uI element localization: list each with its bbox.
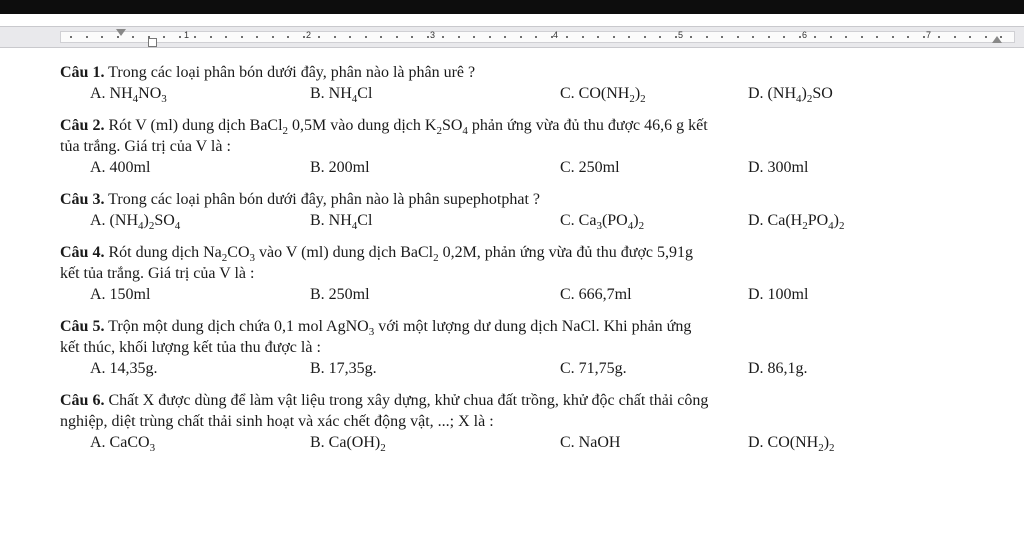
ruler-tick (380, 36, 382, 38)
first-line-indent-marker[interactable] (116, 29, 126, 36)
ruler-tick (163, 36, 165, 38)
ruler-tick (272, 36, 274, 38)
ruler-tick (969, 36, 971, 38)
ruler-tick (427, 36, 429, 38)
ruler-tick (473, 36, 475, 38)
ruler-tick (318, 36, 320, 38)
option-a: A. 400ml (90, 159, 151, 176)
question-6 (60, 390, 1010, 454)
question-text: Trong các loại phân bón dưới đây, phân nào là phân supephotphat ? (108, 191, 541, 208)
ruler-tick (287, 36, 289, 38)
ruler-tick (1000, 36, 1002, 38)
option-a: A. 150ml (90, 286, 151, 303)
answer-options (60, 432, 1010, 454)
window-top-bar (0, 0, 1024, 14)
option-a: A. 14,35g. (90, 360, 158, 377)
ruler-tick (210, 36, 212, 38)
ruler-tick (303, 36, 305, 38)
question-text: Chất X được dùng để làm vật liệu trong xây dựng, khử chua đất trồng, khử độc chất thải công nghiệp, diệt trùng chất thải sinh hoạt và xác chết động vật, ...; X là : (60, 392, 709, 430)
question-text: Rót dung dịch $Na_2CO_3$ vào V (ml) dung dịch BaCl$_2$ 0,2M, phản ứng vừa đủ thu được 5,91g kết tủa trắng. Giá trị của V là : (60, 244, 694, 282)
question-number: Câu 4. (60, 244, 105, 261)
option-d: D. $CO(NH_2)_2$ (748, 434, 835, 455)
ruler-number: 3 (430, 30, 436, 40)
ruler-tick (675, 36, 677, 38)
option-c: C. $CO(NH_2)_2$ (560, 85, 646, 106)
answer-options (60, 83, 1010, 105)
ruler-tick (489, 36, 491, 38)
answer-options (60, 358, 1010, 380)
ruler-number: 2 (306, 30, 312, 40)
question-text: Trong các loại phân bón dưới đây, phân nào là phân urê ? (108, 64, 476, 81)
question-5 (60, 316, 1010, 380)
ruler-tick (225, 36, 227, 38)
option-c: C. 71,75g. (560, 360, 627, 377)
question-number: Câu 2. (60, 117, 105, 134)
answer-options (60, 157, 1010, 179)
question-2 (60, 115, 1010, 179)
ruler-tick (985, 36, 987, 38)
ruler-tick (86, 36, 88, 38)
ruler-tick (768, 36, 770, 38)
ruler-tick (938, 36, 940, 38)
option-d: D. $Ca(H_2PO_4)_2$ (748, 212, 845, 233)
ruler-tick (783, 36, 785, 38)
question-number: Câu 5. (60, 318, 105, 335)
option-d: D. 86,1g. (748, 360, 808, 377)
ruler-text-area (60, 31, 1015, 43)
question-stem (60, 390, 1010, 432)
ruler-tick (504, 36, 506, 38)
ruler-tick (458, 36, 460, 38)
ruler-tick (551, 36, 553, 38)
question-4 (60, 242, 1010, 306)
answer-options (60, 210, 1010, 232)
ruler-tick (442, 36, 444, 38)
ruler-tick (70, 36, 72, 38)
option-a: A. $(NH_4)_2SO_4$ (90, 212, 181, 233)
question-stem (60, 62, 1010, 83)
ruler-tick (892, 36, 894, 38)
option-d: D. 100ml (748, 286, 809, 303)
ruler-tick (752, 36, 754, 38)
ruler-tick (101, 36, 103, 38)
ruler-tick (117, 36, 119, 38)
ruler-tick (737, 36, 739, 38)
option-c: C. 666,7ml (560, 286, 632, 303)
ruler-tick (845, 36, 847, 38)
option-b: B. 17,35g. (310, 360, 377, 377)
option-b: B. $NH_4Cl$ (310, 85, 373, 106)
ruler-tick (194, 36, 196, 38)
ruler-tick (582, 36, 584, 38)
ruler-tick (148, 36, 150, 38)
answer-options (60, 284, 1010, 306)
option-d: D. 300ml (748, 159, 809, 176)
ruler-tick (535, 36, 537, 38)
ruler-tick (644, 36, 646, 38)
ruler-tick (520, 36, 522, 38)
option-b: B. 200ml (310, 159, 370, 176)
option-a: A. CaCO$_3$ (90, 434, 156, 455)
question-3 (60, 189, 1010, 232)
ruler-tick (628, 36, 630, 38)
question-stem (60, 316, 1010, 358)
ruler-number: 5 (678, 30, 684, 40)
ruler-tick (132, 36, 134, 38)
ruler-number: 1 (184, 30, 190, 40)
question-stem (60, 115, 1010, 157)
ruler-tick (349, 36, 351, 38)
question-stem (60, 242, 1010, 284)
ruler-tick (334, 36, 336, 38)
ruler-tick (597, 36, 599, 38)
ruler-tick (907, 36, 909, 38)
question-1 (60, 62, 1010, 105)
ruler-tick (396, 36, 398, 38)
ruler-tick (256, 36, 258, 38)
question-number: Câu 1. (60, 64, 105, 81)
ruler-tick (365, 36, 367, 38)
horizontal-ruler[interactable] (0, 26, 1024, 48)
document-page[interactable] (60, 62, 1010, 464)
option-b: B. $NH_4Cl$ (310, 212, 373, 233)
ruler-tick (613, 36, 615, 38)
ruler-tick (706, 36, 708, 38)
ruler-tick (566, 36, 568, 38)
ruler-tick (241, 36, 243, 38)
option-b: B. 250ml (310, 286, 370, 303)
ruler-tick (179, 36, 181, 38)
option-b: B. $Ca(OH)_2$ (310, 434, 386, 455)
ruler-tick (830, 36, 832, 38)
ruler-tick (690, 36, 692, 38)
question-stem (60, 189, 1010, 210)
ruler-tick (659, 36, 661, 38)
ruler-number: 7 (926, 30, 932, 40)
ruler-tick (954, 36, 956, 38)
option-d: D. $(NH_4)_2SO$ (748, 85, 833, 106)
question-text: Rót V (ml) dung dịch BaCl$_2$ 0,5M vào dung dịch $K_2SO_4$ phản ứng vừa đủ thu được 46,6 g kết tủa trắng. Giá trị của V là : (60, 117, 708, 155)
ruler-tick (799, 36, 801, 38)
ruler-tick (876, 36, 878, 38)
left-indent-marker[interactable] (148, 38, 157, 47)
ruler-number: 4 (553, 30, 559, 40)
question-number: Câu 6. (60, 392, 105, 409)
option-c: C. NaOH (560, 434, 621, 451)
ruler-number: 6 (802, 30, 808, 40)
option-a: A. $NH_4NO_3$ (90, 85, 167, 106)
question-text: Trộn một dung dịch chứa 0,1 mol AgNO$_3$ với một lượng dư dung dịch NaCl. Khi phản ứng kết thúc, khối lượng kết tủa thu được là : (60, 318, 692, 356)
ruler-tick (923, 36, 925, 38)
option-c: C. $Ca_3(PO_4)_2$ (560, 212, 645, 233)
ruler-tick (814, 36, 816, 38)
ruler-tick (721, 36, 723, 38)
option-c: C. 250ml (560, 159, 620, 176)
ruler-tick (861, 36, 863, 38)
question-number: Câu 3. (60, 191, 105, 208)
ruler-tick (411, 36, 413, 38)
